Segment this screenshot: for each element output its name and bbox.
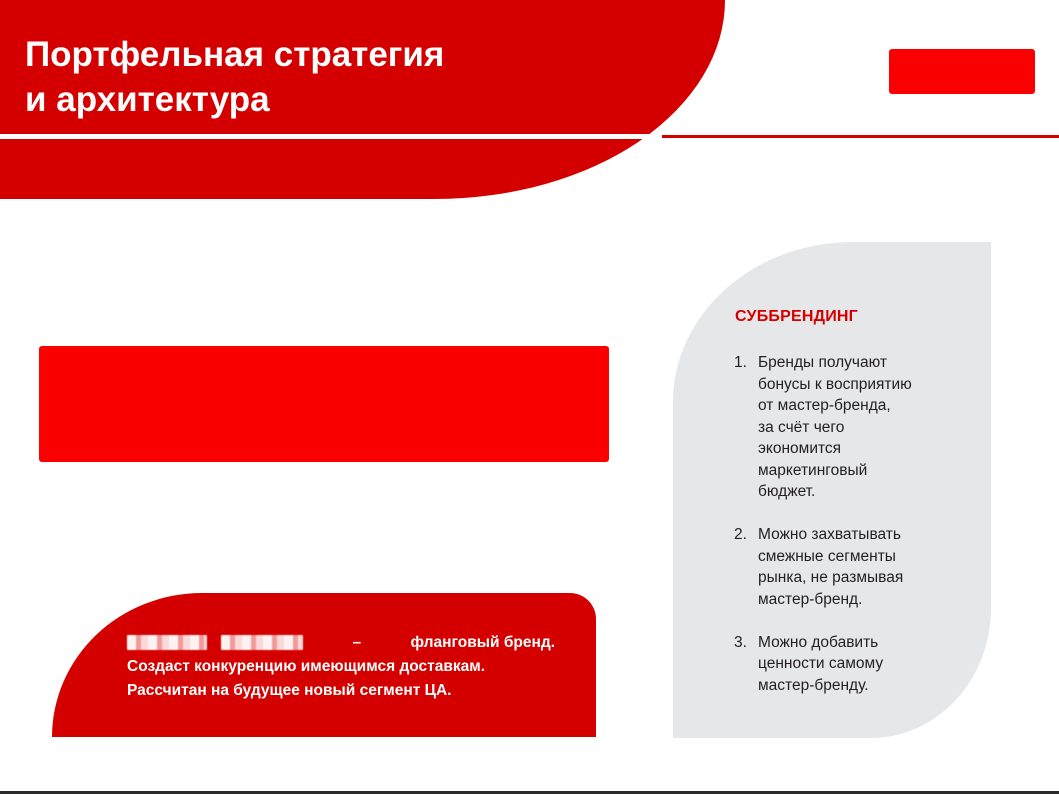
- list-item: [734, 524, 964, 610]
- list-item-number: 2.: [734, 526, 747, 543]
- list-item-text: Можно захватывать смежные сегменты рынка, не размывая мастер-бренд.: [758, 526, 904, 608]
- logo-placeholder: [889, 49, 1035, 94]
- flank-brand-line1: [127, 631, 555, 655]
- flank-brand-line3: Рассчитан на будущее новый сегмент ЦА.: [127, 682, 452, 699]
- page-title-line1: Портфельная стратегия: [25, 35, 445, 74]
- flank-brand-dash: –: [352, 634, 362, 651]
- header-divider-left: [0, 134, 662, 139]
- list-item-number: 1.: [734, 354, 747, 371]
- list-item: [734, 352, 964, 503]
- page-title-line2: и архитектура: [25, 80, 270, 119]
- list-item-text: Бренды получают бонусы к восприятию от мастер-бренда, за счёт чего экономится маркетинговый бюджет.: [758, 354, 912, 500]
- list-item: [734, 632, 964, 697]
- subbranding-heading: СУББРЕНДИНГ: [735, 308, 858, 325]
- redacted-brand-name: [127, 631, 303, 655]
- subbranding-list: [734, 352, 964, 718]
- list-item-number: 3.: [734, 633, 747, 651]
- flank-brand-role: фланговый бренд.: [410, 634, 555, 651]
- header-divider-right: [662, 135, 1059, 138]
- redacted-banner: [39, 346, 609, 462]
- redacted-word-2: [221, 635, 303, 650]
- flank-brand-line2: Создаст конкуренцию имеющимся доставкам.: [127, 658, 486, 675]
- list-item-text: Можно добавить ценности самому мастер-бренду.: [758, 633, 884, 694]
- flank-brand-text: [127, 631, 555, 703]
- page-title: [25, 32, 625, 122]
- redacted-word-1: [127, 635, 207, 650]
